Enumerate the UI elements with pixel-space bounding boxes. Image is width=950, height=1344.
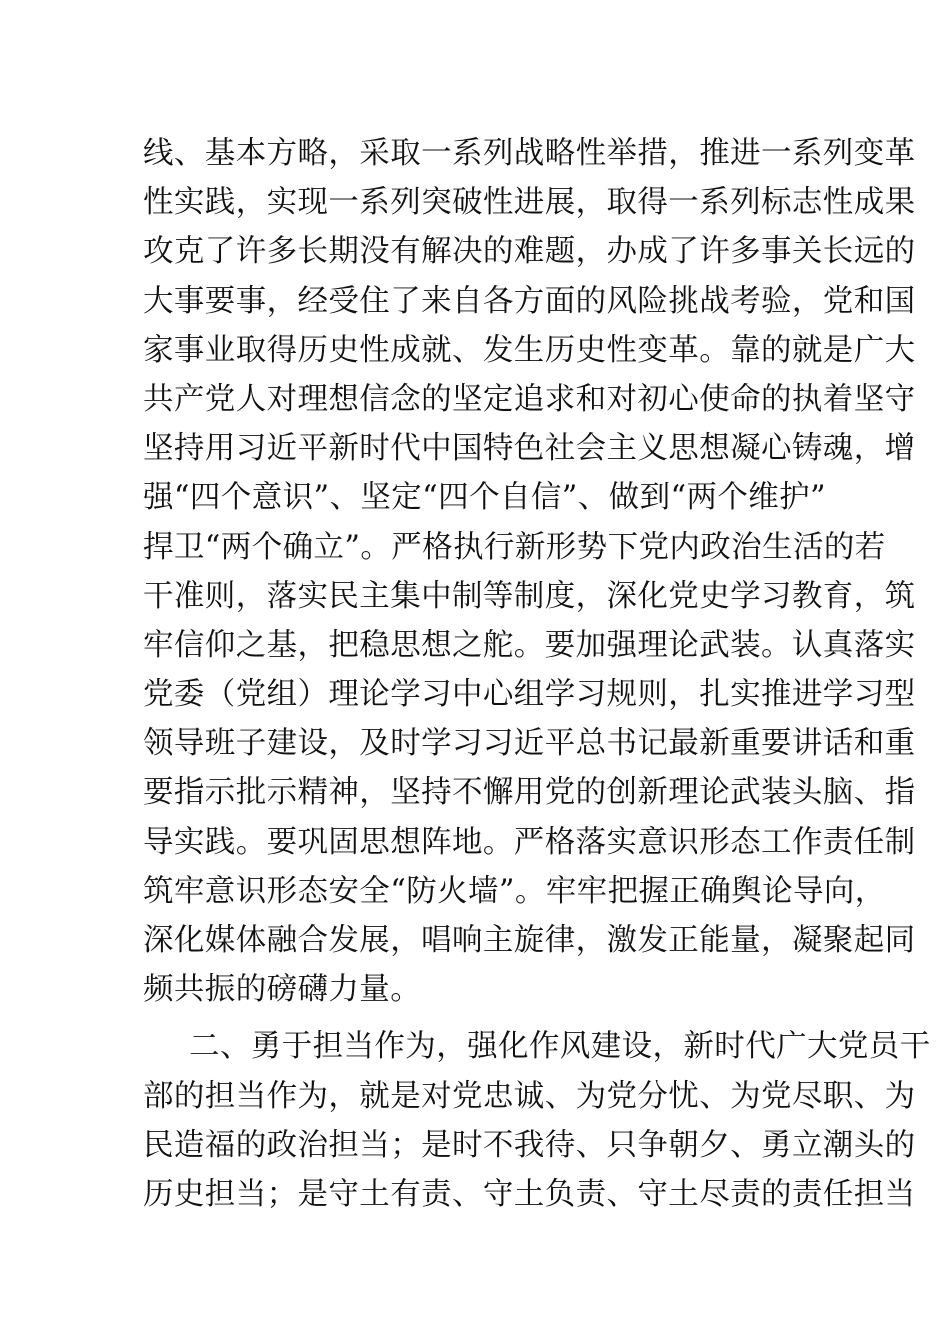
text-line: 性实践，实现一系列突破性进展，取得一系列标志性成果 (143, 185, 916, 221)
text-line: 深化媒体融合发展，唱响主旋律，激发正能量，凝聚起同 (143, 923, 916, 958)
text-line: 导实践。要巩固思想阵地。严格落实意识形态工作责任制 (143, 824, 916, 860)
text-line: 牢信仰之基，把稳思想之舵。要加强理论武装。认真落实 (143, 627, 916, 663)
text-line: 领导班子建设，及时学习习近平总书记最新重要讲话和重 (143, 726, 916, 762)
text-line: 捍卫“两个确立”。严格执行新形势下党内政治生活的若 (143, 529, 886, 565)
text-line: 共产党人对理想信念的坚定追求和对初心使命的执着坚守 (143, 381, 916, 417)
text-line: 干准则，落实民主集中制等制度，深化党史学习教育，筑 (143, 578, 916, 614)
text-line: 部的担当作为，就是对党忠诚、为党分忧、为党尽职、为 (143, 1078, 916, 1114)
text-line: 频共振的磅礴力量。 (143, 972, 422, 1008)
text-line: 攻克了许多长期没有解决的难题，办成了许多事关长远的 (143, 234, 916, 270)
text-line: 党委（党组）理论学习中心组学习规则，扎实推进学习型 (143, 677, 916, 713)
text-line: 强“四个意识”、坚定“四个自信”、做到“两个维护” (143, 480, 827, 516)
text-line: 线、基本方略，采取一系列战略性举措，推进一系列变革 (143, 136, 916, 171)
text-line: 要指示批示精神，坚持不懈用党的创新理论武装头脑、指 (143, 775, 916, 811)
text-line: 家事业取得历史性成就、发生历史性变革。靠的就是广大 (143, 332, 916, 368)
text-line: 坚持用习近平新时代中国特色社会主义思想凝心铸魂，增 (143, 431, 916, 467)
text-line: 大事要事，经受住了来自各方面的风险挑战考验，党和国 (143, 283, 916, 319)
text-line: 筑牢意识形态安全“防火墙”。牢牢把握正确舆论导向， (143, 873, 886, 909)
text-line: 民造福的政治担当；是时不我待、只争朝夕、勇立潮头的 (143, 1127, 916, 1163)
document-body (143, 129, 931, 1219)
text-line: 历史担当；是守土有责、守土负责、守土尽责的责任担当 (143, 1176, 916, 1212)
paragraph-gap (143, 1014, 823, 1022)
section-heading-line: 二、勇于担当作为，强化作风建设，新时代广大党员干 (189, 1029, 931, 1065)
